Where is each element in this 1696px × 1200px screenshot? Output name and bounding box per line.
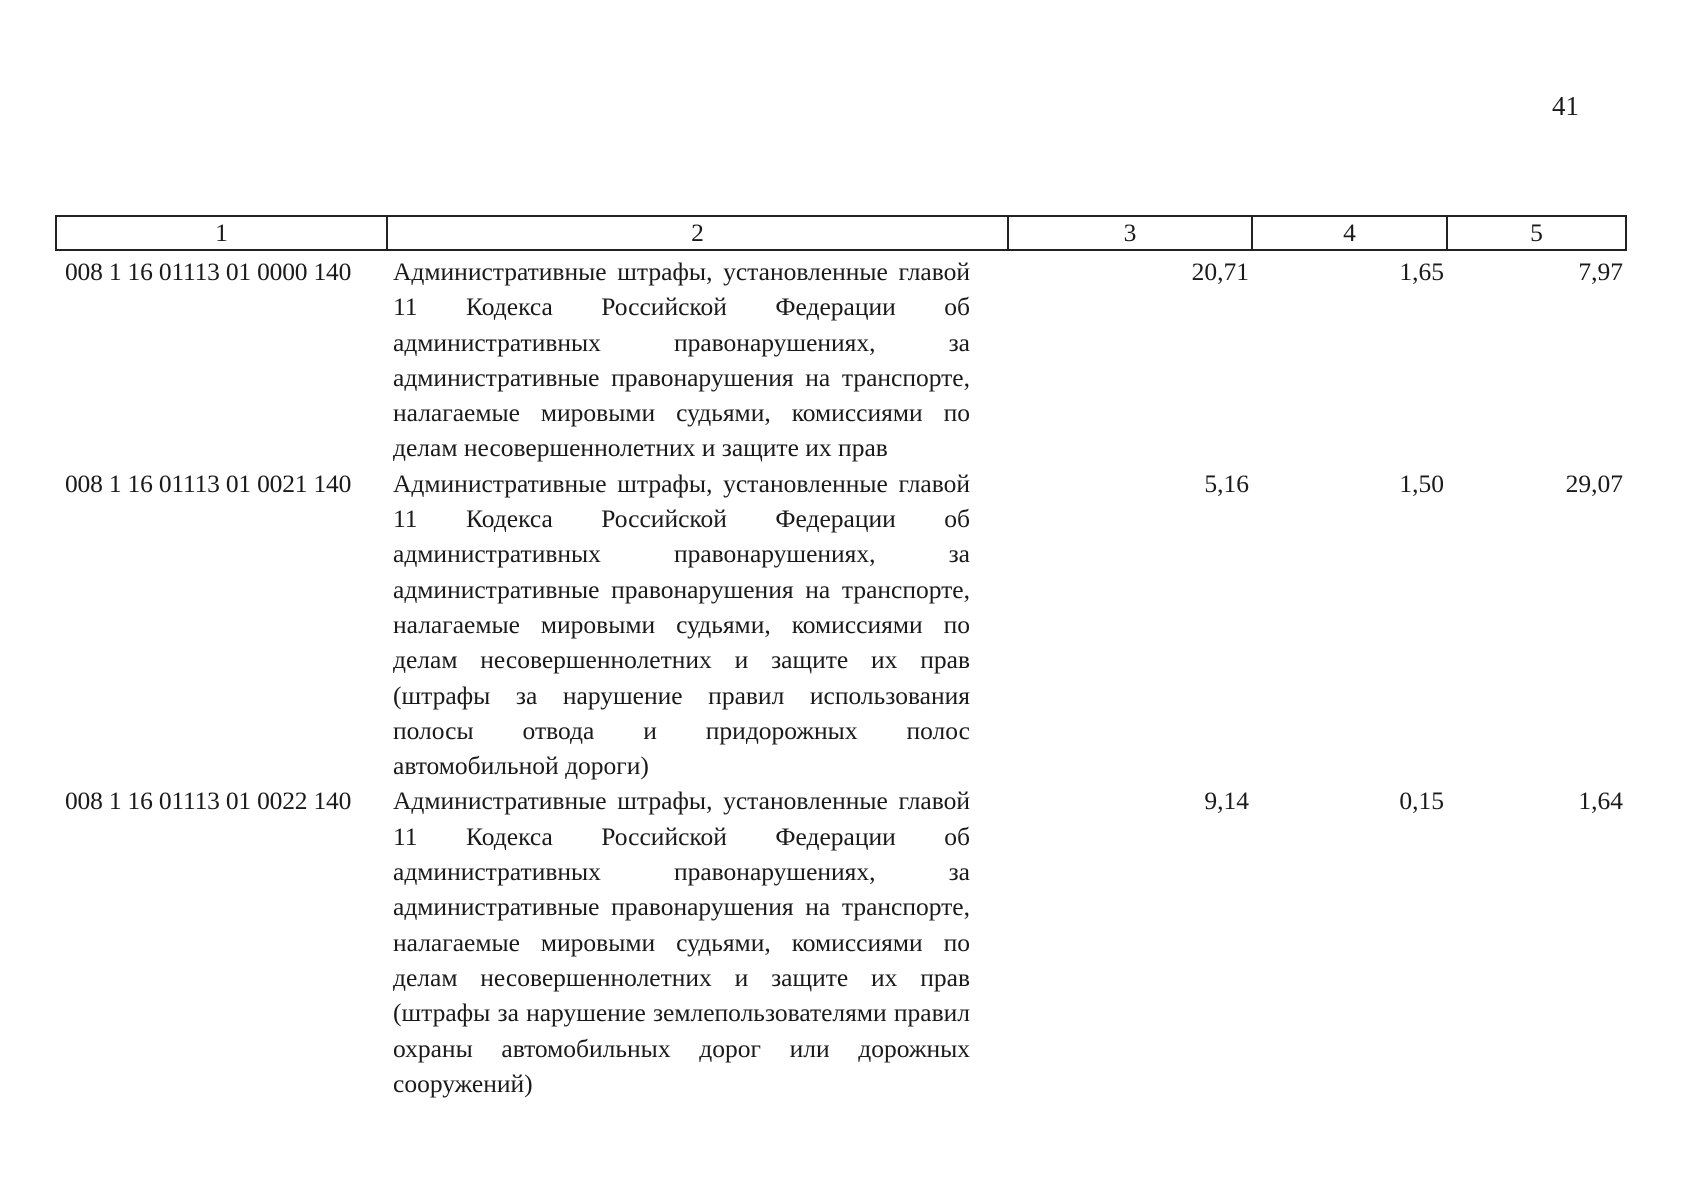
value-col-3: 9,14 <box>1204 786 1249 816</box>
column-header-5: 5 <box>1447 216 1626 250</box>
column-header-2: 2 <box>387 216 1008 250</box>
table-row <box>56 250 1626 466</box>
value-col-5: 7,97 <box>1578 257 1623 286</box>
value-col-4: 1,65 <box>1399 257 1444 286</box>
value-col-3: 5,16 <box>1204 468 1249 498</box>
column-header-1: 1 <box>56 216 387 250</box>
value-col-4: 0,15 <box>1399 786 1444 816</box>
value-col-4: 1,50 <box>1399 468 1444 498</box>
page-number: 41 <box>1552 91 1579 121</box>
revenue-table <box>55 215 1627 1101</box>
value-col-5: 1,64 <box>1578 786 1623 816</box>
revenue-description: Административные штрафы, установленные главой 11 Кодекса Российской Федерации об административных правонарушениях, за административные правонарушения на транспорте, налагаемые мировыми судьями, комиссиями по делам несовершеннолетних и защите их прав <box>393 257 970 463</box>
table-row <box>56 466 1626 784</box>
revenue-description: Административные штрафы, установленные главой 11 Кодекса Российской Федерации об административных правонарушениях, за административные правонарушения на транспорте, налагаемые мировыми судьями, комиссиями по делам несовершеннолетних и защите их прав (штрафы за нарушение правил использования полосы отвода и придорожных полос автомобильной дороги) <box>393 468 970 781</box>
budget-code: 008 1 16 01113 01 0021 140 <box>65 468 352 498</box>
table-row <box>56 783 1626 1101</box>
value-col-3: 20,71 <box>1191 257 1249 286</box>
column-header-3: 3 <box>1008 216 1252 250</box>
revenue-description: Административные штрафы, установленные главой 11 Кодекса Российской Федерации об административных правонарушениях, за административные правонарушения на транспорте, налагаемые мировыми судьями, комиссиями по делам несовершеннолетних и защите их прав (штрафы за нарушение землепользователями правил охраны автомобильных дорог или дорожных сооружений) <box>393 786 970 1098</box>
table-header-row <box>56 216 1626 250</box>
budget-code: 008 1 16 01113 01 0022 140 <box>65 786 352 816</box>
column-header-4: 4 <box>1252 216 1447 250</box>
value-col-5: 29,07 <box>1565 468 1623 498</box>
budget-code: 008 1 16 01113 01 0000 140 <box>65 257 352 286</box>
